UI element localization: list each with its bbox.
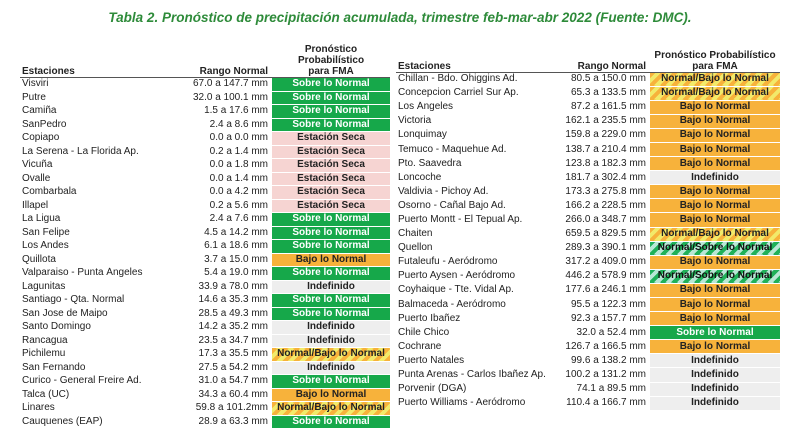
normal-range: 659.5 a 829.5 mm	[556, 227, 650, 241]
forecast-cell: Sobre lo Normal	[272, 240, 390, 254]
forecast-cell: Indefinido	[272, 280, 390, 294]
station-name: Talca (UC)	[20, 388, 168, 402]
forecast-cell: Normal/Sobre lo Normal	[650, 269, 780, 283]
forecast-cell: Indefinido	[272, 334, 390, 348]
table-row	[20, 186, 390, 200]
normal-range: 27.5 a 54.2 mm	[168, 361, 272, 375]
forecast-cell: Sobre lo Normal	[272, 118, 390, 132]
normal-range: 5.4 a 19.0 mm	[168, 267, 272, 281]
normal-range: 317.2 a 409.0 mm	[556, 255, 650, 269]
forecast-cell: Sobre lo Normal	[272, 213, 390, 227]
normal-range: 446.2 a 578.9 mm	[556, 269, 650, 283]
station-name: Lagunitas	[20, 280, 168, 294]
forecast-cell: Indefinido	[272, 361, 390, 375]
normal-range: 32.0 a 100.1 mm	[168, 91, 272, 105]
forecast-header	[272, 44, 390, 78]
table-row	[20, 91, 390, 105]
normal-range: 162.1 a 235.5 mm	[556, 114, 650, 128]
station-name: Cauquenes (EAP)	[20, 415, 168, 429]
station-name: Puerto Williams - Aeródromo	[396, 396, 556, 410]
forecast-cell: Sobre lo Normal	[272, 226, 390, 240]
normal-range: 59.8 a 101.2mm	[168, 402, 272, 416]
forecast-cell: Bajo lo Normal	[650, 213, 780, 227]
forecast-cell: Normal/Bajo lo Normal	[650, 86, 780, 100]
station-name: Camiña	[20, 105, 168, 119]
forecast-header-line1: Pronóstico Probabilístico	[654, 49, 776, 61]
forecast-cell: Sobre lo Normal	[272, 267, 390, 281]
station-name: La Serena - La Florida Ap.	[20, 145, 168, 159]
station-name: Vicuña	[20, 159, 168, 173]
forecast-cell: Indefinido	[650, 171, 780, 185]
table-row	[396, 368, 780, 382]
normal-range: 14.6 a 35.3 mm	[168, 294, 272, 308]
station-header: Estaciones	[20, 44, 168, 78]
table-row	[20, 105, 390, 119]
forecast-cell: Normal/Bajo lo Normal	[272, 402, 390, 416]
table-row	[396, 72, 780, 86]
station-name: Chile Chico	[396, 326, 556, 340]
table-row	[396, 298, 780, 312]
forecast-cell: Bajo lo Normal	[272, 253, 390, 267]
normal-range: 31.0 a 54.7 mm	[168, 375, 272, 389]
forecast-cell: Sobre lo Normal	[650, 326, 780, 340]
station-name: Putre	[20, 91, 168, 105]
station-name: Chillan - Bdo. Ohiggins Ad.	[396, 72, 556, 86]
station-name: Punta Arenas - Carlos Ibañez Ap.	[396, 368, 556, 382]
normal-range: 67.0 a 147.7 mm	[168, 78, 272, 92]
table-row	[20, 145, 390, 159]
station-name: Balmaceda - Aeródromo	[396, 298, 556, 312]
normal-range: 74.1 a 89.5 mm	[556, 382, 650, 396]
normal-range: 159.8 a 229.0 mm	[556, 128, 650, 142]
station-name: Santo Domingo	[20, 321, 168, 335]
normal-range: 1.5 a 17.6 mm	[168, 105, 272, 119]
table-row	[20, 334, 390, 348]
normal-range: 34.3 a 60.4 mm	[168, 388, 272, 402]
forecast-header-line1: Pronóstico Probabilístico	[297, 44, 365, 66]
forecast-cell: Sobre lo Normal	[272, 105, 390, 119]
table-row	[396, 354, 780, 368]
forecast-cell: Bajo lo Normal	[650, 185, 780, 199]
normal-range: 65.3 a 133.5 mm	[556, 86, 650, 100]
normal-range: 138.7 a 210.4 mm	[556, 142, 650, 156]
station-name: Puerto Montt - El Tepual Ap.	[396, 213, 556, 227]
table-row	[396, 255, 780, 269]
normal-range: 266.0 a 348.7 mm	[556, 213, 650, 227]
forecast-cell: Estación Seca	[272, 159, 390, 173]
table-row	[396, 396, 780, 410]
normal-range: 166.2 a 228.5 mm	[556, 199, 650, 213]
forecast-cell: Normal/Bajo lo Normal	[650, 227, 780, 241]
station-name: Concepcion Carriel Sur Ap.	[396, 86, 556, 100]
table-row	[20, 226, 390, 240]
table-row	[20, 78, 390, 92]
normal-range: 3.7 a 15.0 mm	[168, 253, 272, 267]
forecast-cell: Sobre lo Normal	[272, 375, 390, 389]
table-row	[20, 172, 390, 186]
station-name: San Felipe	[20, 226, 168, 240]
forecast-cell: Bajo lo Normal	[650, 142, 780, 156]
table-row	[20, 213, 390, 227]
left-forecast-table	[20, 44, 390, 429]
forecast-cell: Bajo lo Normal	[650, 128, 780, 142]
station-name: Cochrane	[396, 340, 556, 354]
normal-range: 6.1 a 18.6 mm	[168, 240, 272, 254]
forecast-header	[650, 44, 780, 72]
forecast-cell: Bajo lo Normal	[650, 312, 780, 326]
station-name: Pichilemu	[20, 348, 168, 362]
normal-range: 17.3 a 35.5 mm	[168, 348, 272, 362]
station-name: Puerto Aysen - Aeródromo	[396, 269, 556, 283]
table-row	[20, 280, 390, 294]
table-row	[396, 213, 780, 227]
normal-range: 4.5 a 14.2 mm	[168, 226, 272, 240]
station-name: Quillota	[20, 253, 168, 267]
forecast-cell: Indefinido	[650, 354, 780, 368]
forecast-cell: Estación Seca	[272, 145, 390, 159]
forecast-cell: Bajo lo Normal	[650, 100, 780, 114]
normal-range: 181.7 a 302.4 mm	[556, 171, 650, 185]
station-name: Copiapo	[20, 132, 168, 146]
normal-range: 92.3 a 157.7 mm	[556, 312, 650, 326]
table-row	[396, 100, 780, 114]
forecast-cell: Bajo lo Normal	[650, 298, 780, 312]
table-row	[396, 283, 780, 297]
station-name: SanPedro	[20, 118, 168, 132]
station-name: Los Andes	[20, 240, 168, 254]
table-row	[20, 132, 390, 146]
table-row	[20, 415, 390, 429]
forecast-cell: Bajo lo Normal	[650, 283, 780, 297]
station-name: Porvenir (DGA)	[396, 382, 556, 396]
table-row	[396, 185, 780, 199]
normal-range: 99.6 a 138.2 mm	[556, 354, 650, 368]
station-name: Los Ángeles	[396, 100, 556, 114]
normal-range: 87.2 a 161.5 mm	[556, 100, 650, 114]
table-row	[396, 171, 780, 185]
forecast-header-line2: para FMA	[308, 66, 354, 77]
normal-range: 0.0 a 1.4 mm	[168, 172, 272, 186]
station-name: Victoria	[396, 114, 556, 128]
station-name: Illapel	[20, 199, 168, 213]
table-row	[396, 227, 780, 241]
station-name: Coyhaique - Tte. Vidal Ap.	[396, 283, 556, 297]
station-name: Linares	[20, 402, 168, 416]
station-name: Quellon	[396, 241, 556, 255]
normal-range: 0.2 a 5.6 mm	[168, 199, 272, 213]
table-row	[396, 86, 780, 100]
forecast-cell: Bajo lo Normal	[650, 157, 780, 171]
table-row	[20, 267, 390, 281]
table-row	[396, 382, 780, 396]
station-name: Futaleufu - Aeródromo	[396, 255, 556, 269]
normal-range: 289.3 a 390.1 mm	[556, 241, 650, 255]
normal-range: 110.4 a 166.7 mm	[556, 396, 650, 410]
normal-range: 0.0 a 4.2 mm	[168, 186, 272, 200]
normal-range: 0.0 a 0.0 mm	[168, 132, 272, 146]
table-row	[20, 361, 390, 375]
normal-range: 95.5 a 122.3 mm	[556, 298, 650, 312]
normal-range: 2.4 a 7.6 mm	[168, 213, 272, 227]
forecast-cell: Sobre lo Normal	[272, 415, 390, 429]
table-row	[396, 157, 780, 171]
forecast-cell: Estación Seca	[272, 132, 390, 146]
station-name: Santiago - Qta. Normal	[20, 294, 168, 308]
table-row	[20, 118, 390, 132]
normal-range: 28.9 a 63.3 mm	[168, 415, 272, 429]
forecast-cell: Indefinido	[272, 321, 390, 335]
forecast-cell: Estación Seca	[272, 186, 390, 200]
forecast-header-line2: para FMA	[692, 60, 738, 72]
normal-range: 23.5 a 34.7 mm	[168, 334, 272, 348]
station-name: Lonquimay	[396, 128, 556, 142]
table-row	[20, 375, 390, 389]
range-header: Rango Normal	[168, 44, 272, 78]
forecast-cell: Indefinido	[650, 396, 780, 410]
forecast-cell: Estación Seca	[272, 172, 390, 186]
forecast-cell: Sobre lo Normal	[272, 91, 390, 105]
station-name: Chaiten	[396, 227, 556, 241]
right-forecast-table	[396, 44, 780, 411]
table-row	[20, 159, 390, 173]
table-row	[20, 402, 390, 416]
normal-range: 177.6 a 246.1 mm	[556, 283, 650, 297]
normal-range: 126.7 a 166.5 mm	[556, 340, 650, 354]
station-name: San Fernando	[20, 361, 168, 375]
station-name: Loncoche	[396, 171, 556, 185]
station-name: Puerto Natales	[396, 354, 556, 368]
station-name: Ovalle	[20, 172, 168, 186]
forecast-cell: Sobre lo Normal	[272, 78, 390, 92]
forecast-cell: Normal/Sobre lo Normal	[650, 241, 780, 255]
table-row	[396, 114, 780, 128]
normal-range: 100.2 a 131.2 mm	[556, 368, 650, 382]
table-row	[20, 348, 390, 362]
table-row	[396, 199, 780, 213]
station-header: Estaciones	[396, 44, 556, 72]
table-row	[396, 326, 780, 340]
normal-range: 2.4 a 8.6 mm	[168, 118, 272, 132]
table-row	[396, 312, 780, 326]
table-title: Tabla 2. Pronóstico de precipitación acumulada, trimestre feb-mar-abr 2022 (Fuente: DMC).	[108, 10, 692, 25]
forecast-cell: Sobre lo Normal	[272, 294, 390, 308]
forecast-cell: Normal/Bajo lo Normal	[272, 348, 390, 362]
table-row	[20, 199, 390, 213]
station-name: Puerto Ibañez	[396, 312, 556, 326]
station-name: Pto. Saavedra	[396, 157, 556, 171]
forecast-cell: Sobre lo Normal	[272, 307, 390, 321]
station-name: Rancagua	[20, 334, 168, 348]
table-row	[20, 321, 390, 335]
forecast-cell: Normal/Bajo lo Normal	[650, 72, 780, 86]
normal-range: 32.0 a 52.4 mm	[556, 326, 650, 340]
normal-range: 14.2 a 35.2 mm	[168, 321, 272, 335]
forecast-cell: Bajo lo Normal	[650, 340, 780, 354]
station-name: Osorno - Cañal Bajo Ad.	[396, 199, 556, 213]
forecast-cell: Indefinido	[650, 382, 780, 396]
table-row	[20, 294, 390, 308]
station-name: La Ligua	[20, 213, 168, 227]
station-name: Curico - General Freire Ad.	[20, 375, 168, 389]
forecast-cell: Bajo lo Normal	[650, 255, 780, 269]
table-row	[20, 253, 390, 267]
normal-range: 80.5 a 150.0 mm	[556, 72, 650, 86]
normal-range: 33.9 a 78.0 mm	[168, 280, 272, 294]
table-row	[396, 142, 780, 156]
station-name: Valparaiso - Punta Ángeles	[20, 267, 168, 281]
table-row	[20, 240, 390, 254]
table-row	[396, 128, 780, 142]
range-header: Rango Normal	[556, 44, 650, 72]
normal-range: 0.2 a 1.4 mm	[168, 145, 272, 159]
normal-range: 173.3 a 275.8 mm	[556, 185, 650, 199]
station-name: San Jose de Maipo	[20, 307, 168, 321]
forecast-cell: Bajo lo Normal	[272, 388, 390, 402]
normal-range: 28.5 a 49.3 mm	[168, 307, 272, 321]
normal-range: 123.8 a 182.3 mm	[556, 157, 650, 171]
forecast-cell: Indefinido	[650, 368, 780, 382]
normal-range: 0.0 a 1.8 mm	[168, 159, 272, 173]
station-name: Visviri	[20, 78, 168, 92]
station-name: Combarbala	[20, 186, 168, 200]
forecast-cell: Bajo lo Normal	[650, 199, 780, 213]
forecast-cell: Bajo lo Normal	[650, 114, 780, 128]
table-row	[20, 307, 390, 321]
table-row	[396, 241, 780, 255]
table-row	[396, 269, 780, 283]
station-name: Temuco - Maquehue Ad.	[396, 142, 556, 156]
table-row	[20, 388, 390, 402]
station-name: Valdivia - Pichoy Ad.	[396, 185, 556, 199]
forecast-cell: Estación Seca	[272, 199, 390, 213]
table-row	[396, 340, 780, 354]
